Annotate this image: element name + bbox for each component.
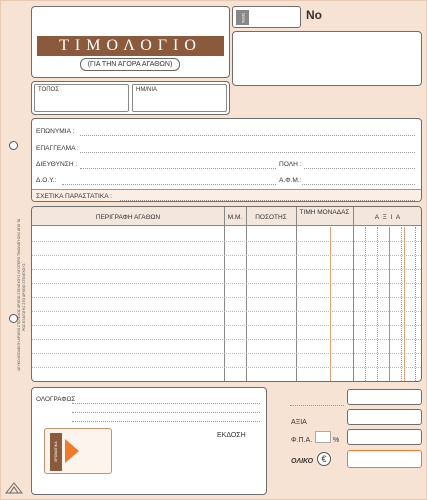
vat-number-label: Α.Φ.Μ.: [279,177,302,184]
value-digit-guide [415,227,416,381]
total-label: ΟΛΙΚΟ [291,458,314,465]
issue-label: ΕΚΔΟΣΗ [217,432,246,439]
table-row[interactable] [32,325,421,326]
customer-address-line[interactable] [80,168,276,169]
value-label: ΑΞΙΑ [291,419,307,426]
vat-label: Φ.Π.Α. [291,437,313,444]
col-divider [246,207,247,381]
euro-icon: € [317,452,331,466]
value-digit-guide [377,227,378,381]
vat-percent-field[interactable] [315,431,331,443]
issuer-box [232,31,422,86]
percent-sign: % [333,437,340,444]
col-divider [224,207,225,381]
date-label: ΗΜ/ΝΙΑ [136,87,157,93]
side-print-text-2: ΡΟΖ ΕΞΑΓΩΓΗΣ ΣΤΟ ΑΡΧΕΙΟ ΣΤΕΛΕΧΟΥΣ [22,263,26,331]
col-divider-decimal [330,227,331,381]
customer-block [31,118,422,202]
in-words-line-3[interactable] [72,421,260,422]
related-docs-line[interactable] [120,200,415,201]
table-row[interactable] [32,297,421,298]
arrow-icon [65,439,79,463]
tax-office-label: Δ.Ο.Υ.: [36,177,57,184]
in-words-line-2[interactable] [72,412,260,413]
stamp-label: ΧΡΩΜΑΤΙΚΑ [50,433,62,471]
number-label: No [306,8,322,22]
customer-address-label: ΔΙΕΥΘΥΝΣΗ : [36,161,78,168]
date-field[interactable] [132,84,227,112]
col-divider [296,207,297,381]
subtotal-box-2[interactable] [347,409,422,425]
series-box [232,6,301,28]
table-row[interactable] [32,241,421,242]
customer-city-line[interactable] [304,168,415,169]
side-print-text-1: ΛΕΥΚΟ ΑΠΟΔΕΙΞΗ ΑΡΧΕΙΟ ΣΤΕΛΕΧΟΣ ΑΡΧΕΙΟ ΣΤΕΛΕΧΟΥΣ ΛΙΓΟΤΕΡΟ ΤΙΜΟΛΟΓΗΣΗΣ ΑΠΟ ΤΑ [17,218,21,371]
series-stamp: ΣΕΙΡΑ [236,10,249,25]
col-unit-header: Μ.Μ. [227,214,243,221]
table-row[interactable] [32,283,421,284]
value-digit-guide [365,227,366,381]
col-quantity-header: ΠΟΣΟΤΗΣ [255,214,287,221]
tax-office-line[interactable] [62,184,276,185]
related-docs-label: ΣΧΕΤΙΚΑ ΠΑΡΑΣΤΑΤΙΚΑ : [36,193,112,200]
related-docs-row [32,189,421,202]
invoice-title: ΤΙΜΟΛΟΓΙΟ [37,36,224,56]
binding-hole-top [9,141,18,150]
customer-city-label: ΠΟΛΗ : [279,161,302,168]
table-row[interactable] [32,311,421,312]
table-row[interactable] [32,353,421,354]
customer-profession-line[interactable] [80,152,415,153]
total-amount-box[interactable] [347,450,422,468]
items-table [31,206,422,382]
table-row[interactable] [32,269,421,270]
customer-profession-label: ΕΠΑΓΓΕΛΜΑ : [36,145,79,152]
in-words-label: ΟΛΟΓΡΑΦΩΣ [36,396,76,403]
value-digit-guide [401,227,402,381]
subtotal-box-1[interactable] [347,389,422,405]
in-words-line[interactable] [72,403,260,404]
place-field[interactable] [34,84,129,112]
table-row[interactable] [32,255,421,256]
footer-words-block [31,387,267,495]
customer-name-label: ΕΠΩΝΥΜΙΑ : [36,128,75,135]
table-row[interactable] [32,339,421,340]
table-row[interactable] [32,367,421,368]
col-divider [353,207,354,381]
col-unit-price-header: ΤΙΜΗ ΜΟΝΑΔΑΣ [299,209,350,216]
title-block [31,6,230,78]
vat-amount-box[interactable] [347,429,422,445]
place-label: ΤΟΠΟΣ [38,87,59,93]
place-date-block [31,81,230,115]
value-thousands-divider [389,227,390,381]
col-description-header: ΠΕΡΙΓΡΑΦΗ ΑΓΑΘΩΝ [95,214,161,221]
customer-name-line[interactable] [80,135,415,136]
totals-dots [290,405,344,406]
col-value-header: Α Ξ Ι Α [374,214,402,221]
vat-number-line[interactable] [302,184,415,185]
invoice-subtitle: (ΓΙΑ ΤΗΝ ΑΓΟΡΑ ΑΓΑΘΩΝ) [80,58,180,71]
value-decimal-divider [404,227,405,381]
logo-icon [4,481,24,495]
stamp-area [44,428,112,474]
